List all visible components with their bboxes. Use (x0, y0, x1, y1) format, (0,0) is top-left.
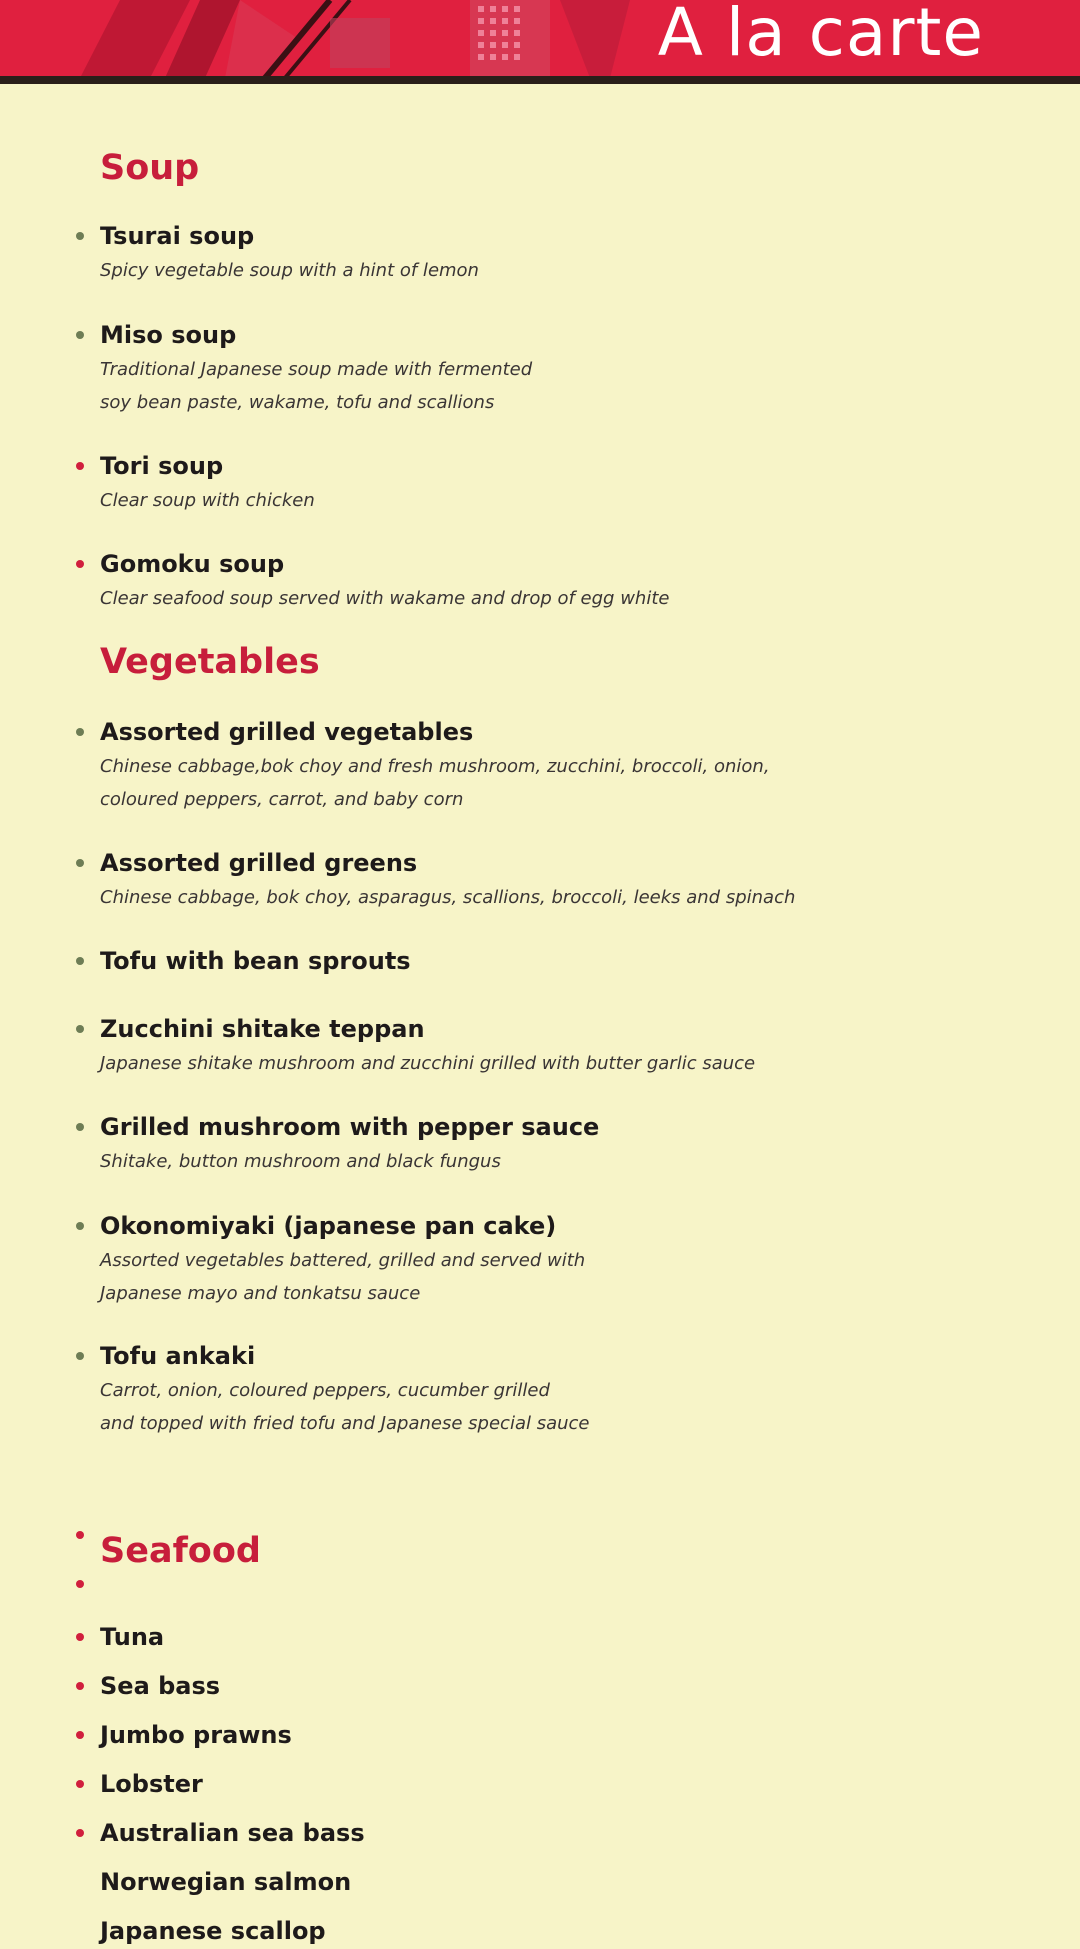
menu-item-name: Assorted grilled greens (100, 849, 418, 877)
menu-item-description: Clear soup with chicken (100, 490, 315, 511)
menu-item-description: Clear seafood soup served with wakame and drop of egg white (100, 588, 670, 609)
bullet-icon (76, 1829, 84, 1837)
bullet-icon (76, 1222, 84, 1230)
menu-item-name: Assorted grilled vegetables (100, 718, 474, 746)
bullet-icon (76, 957, 84, 965)
section-title-seafood: Seafood (100, 1531, 261, 1571)
bullet-icon (76, 232, 84, 240)
bullet-icon (76, 331, 84, 339)
menu-item-description: Spicy vegetable soup with a hint of lemon (100, 260, 479, 281)
bullet-icon (76, 1580, 84, 1588)
bullet-icon (76, 1123, 84, 1131)
menu-item-name: Sea bass (100, 1672, 221, 1700)
bullet-icon (76, 1780, 84, 1788)
menu-item-name: Gomoku soup (100, 550, 285, 578)
menu-item-name: Tofu ankaki (100, 1342, 256, 1370)
bullet-icon (76, 1682, 84, 1690)
bullet-icon (76, 1633, 84, 1641)
menu-item-name: Jumbo prawns (100, 1721, 292, 1749)
menu-item-description: Chinese cabbage, bok choy, asparagus, scallions, broccoli, leeks and spinach (100, 887, 796, 908)
bullet-icon (76, 560, 84, 568)
menu-item-name: Japanese scallop (100, 1917, 326, 1945)
menu-item-description: Traditional Japanese soup made with fermented soy bean paste, wakame, tofu and scallions (100, 359, 533, 413)
bullet-icon (76, 1731, 84, 1739)
bullet-icon (76, 859, 84, 867)
menu-item-name: Okonomiyaki (japanese pan cake) (100, 1212, 557, 1240)
menu-item-name: Miso soup (100, 321, 237, 349)
header-banner (0, 0, 1080, 78)
menu-item-description: Carrot, onion, coloured peppers, cucumber grilled and topped with fried tofu and Japanese special sauce (100, 1380, 590, 1434)
page-title: A la carte (657, 0, 984, 71)
bullet-icon (76, 1352, 84, 1360)
menu-item-name: Tsurai soup (100, 222, 255, 250)
bullet-icon (76, 462, 84, 470)
menu-item-description: Japanese shitake mushroom and zucchini grilled with butter garlic sauce (100, 1053, 756, 1074)
banner-rule (0, 76, 1080, 84)
section-title-soup: Soup (100, 148, 200, 188)
menu-item-name: Tori soup (100, 452, 224, 480)
menu-item-name: Grilled mushroom with pepper sauce (100, 1113, 600, 1141)
menu-item-description: Shitake, button mushroom and black fungus (100, 1151, 501, 1172)
menu-item-description: Chinese cabbage,bok choy and fresh mushroom, zucchini, broccoli, onion, coloured peppers, carrot, and baby corn (100, 756, 770, 810)
bullet-icon (76, 1025, 84, 1033)
banner-decoration (0, 0, 700, 78)
menu-item-name: Tuna (100, 1623, 165, 1651)
menu-item-name: Lobster (100, 1770, 203, 1798)
bullet-icon (76, 728, 84, 736)
bullet-icon (76, 1531, 84, 1539)
section-title-vegetables: Vegetables (100, 642, 320, 682)
menu-item-name: Tofu with bean sprouts (100, 947, 411, 975)
menu-item-description: Assorted vegetables battered, grilled and served with Japanese mayo and tonkatsu sauce (100, 1250, 586, 1304)
menu-item-name: Australian sea bass (100, 1819, 365, 1847)
menu-item-name: Norwegian salmon (100, 1868, 352, 1896)
menu-item-name: Zucchini shitake teppan (100, 1015, 425, 1043)
